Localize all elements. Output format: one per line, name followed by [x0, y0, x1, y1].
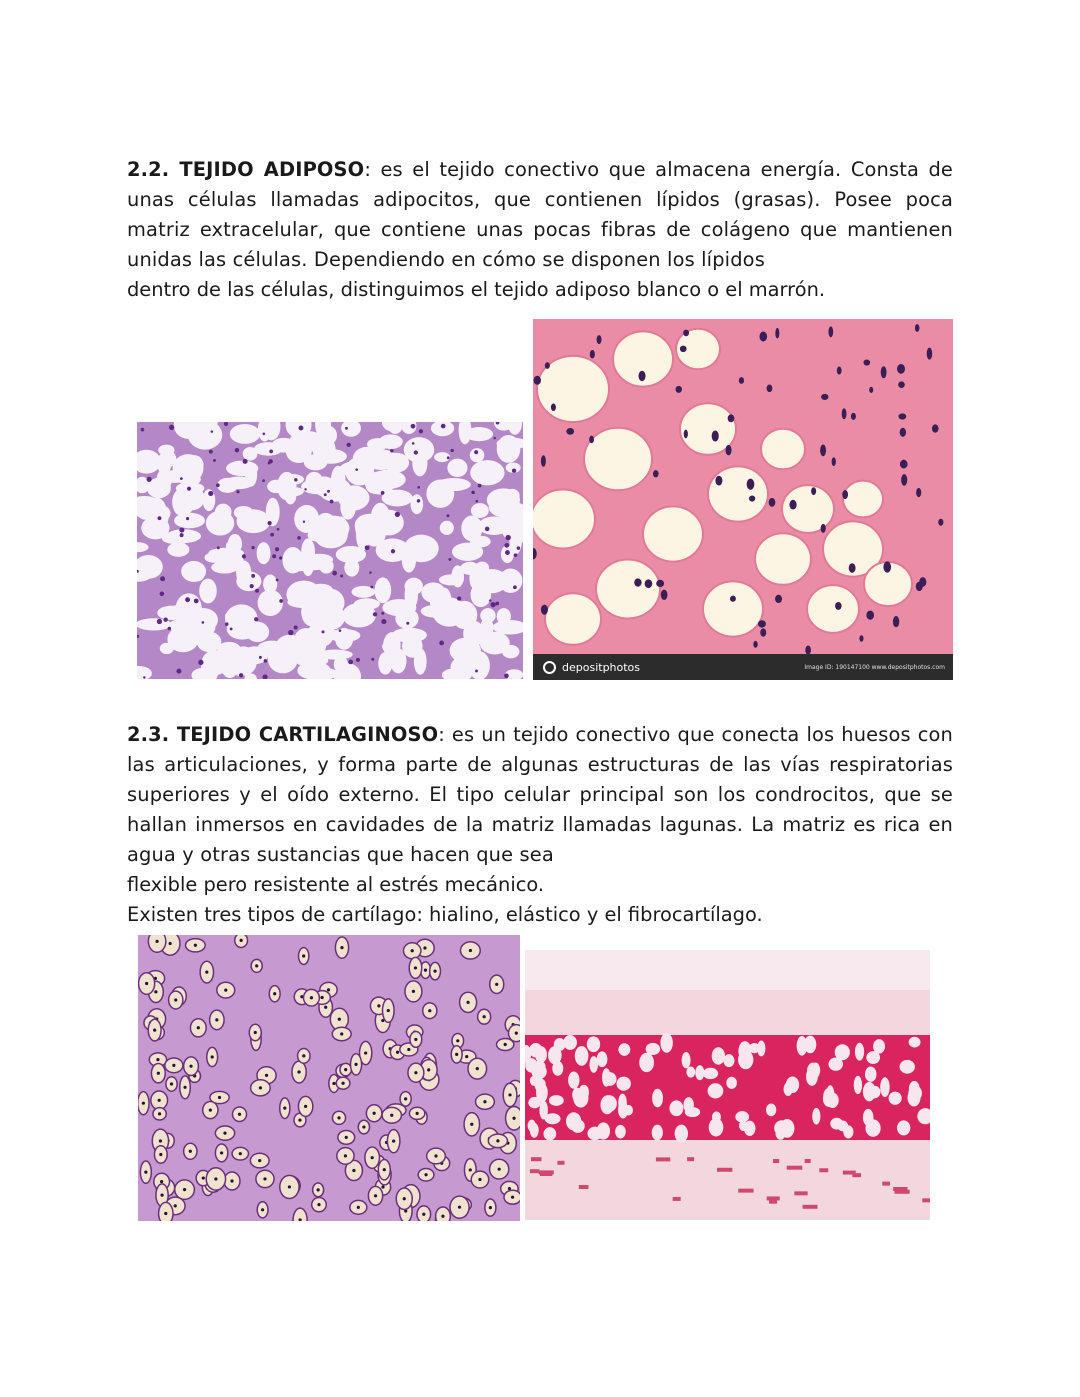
cartilage-last-line: flexible pero resistente al estrés mecánico.: [127, 873, 545, 896]
adipose-last-line: dentro de las células, distinguimos el tejido adiposo blanco o el marrón.: [127, 278, 826, 301]
elastic-cartilage-micrograph: [525, 950, 930, 1220]
adipose-body: : es el tejido conectivo que almacena energía. Consta de unas células llamadas adipocitos, que contienen lípidos (grasas). Posee poca matriz extracelular, que contiene unas pocas fibras de colágeno que mantienen unidas las células. Dependiendo en cómo se disponen los lípidos: [127, 158, 953, 271]
watermark-bar: [533, 654, 953, 680]
adipose-pink-micrograph: [533, 319, 953, 680]
cartilage-heading: 2.3. TEJIDO CARTILAGINOSO: [127, 723, 439, 746]
watermark-small-text: Image ID: 190147100 www.depositphotos.com: [804, 663, 945, 671]
cartilage-types: Existen tres tipos de cartílago: hialino, elástico y el fibrocartílago.: [127, 903, 763, 926]
white-adipose-micrograph: [137, 422, 523, 679]
cartilage-body: : es un tejido conectivo que conecta los huesos con las articulaciones, y forma parte de algunas estructuras de las vías respiratorias superiores y el oído externo. El tipo celular principal son los condrocitos, que se hallan inmersos en cavidades de la matriz llamadas lagunas. La matriz es rica en agua y otras sustancias que hacen que sea: [127, 723, 953, 866]
adipose-paragraph: [127, 155, 953, 275]
adipose-heading: 2.2. TEJIDO ADIPOSO: [127, 158, 365, 181]
cartilage-paragraph: [127, 720, 953, 870]
watermark-brand: depositphotos: [562, 660, 641, 674]
hyaline-cartilage-micrograph: [138, 935, 520, 1221]
camera-logo-icon: [543, 661, 556, 674]
